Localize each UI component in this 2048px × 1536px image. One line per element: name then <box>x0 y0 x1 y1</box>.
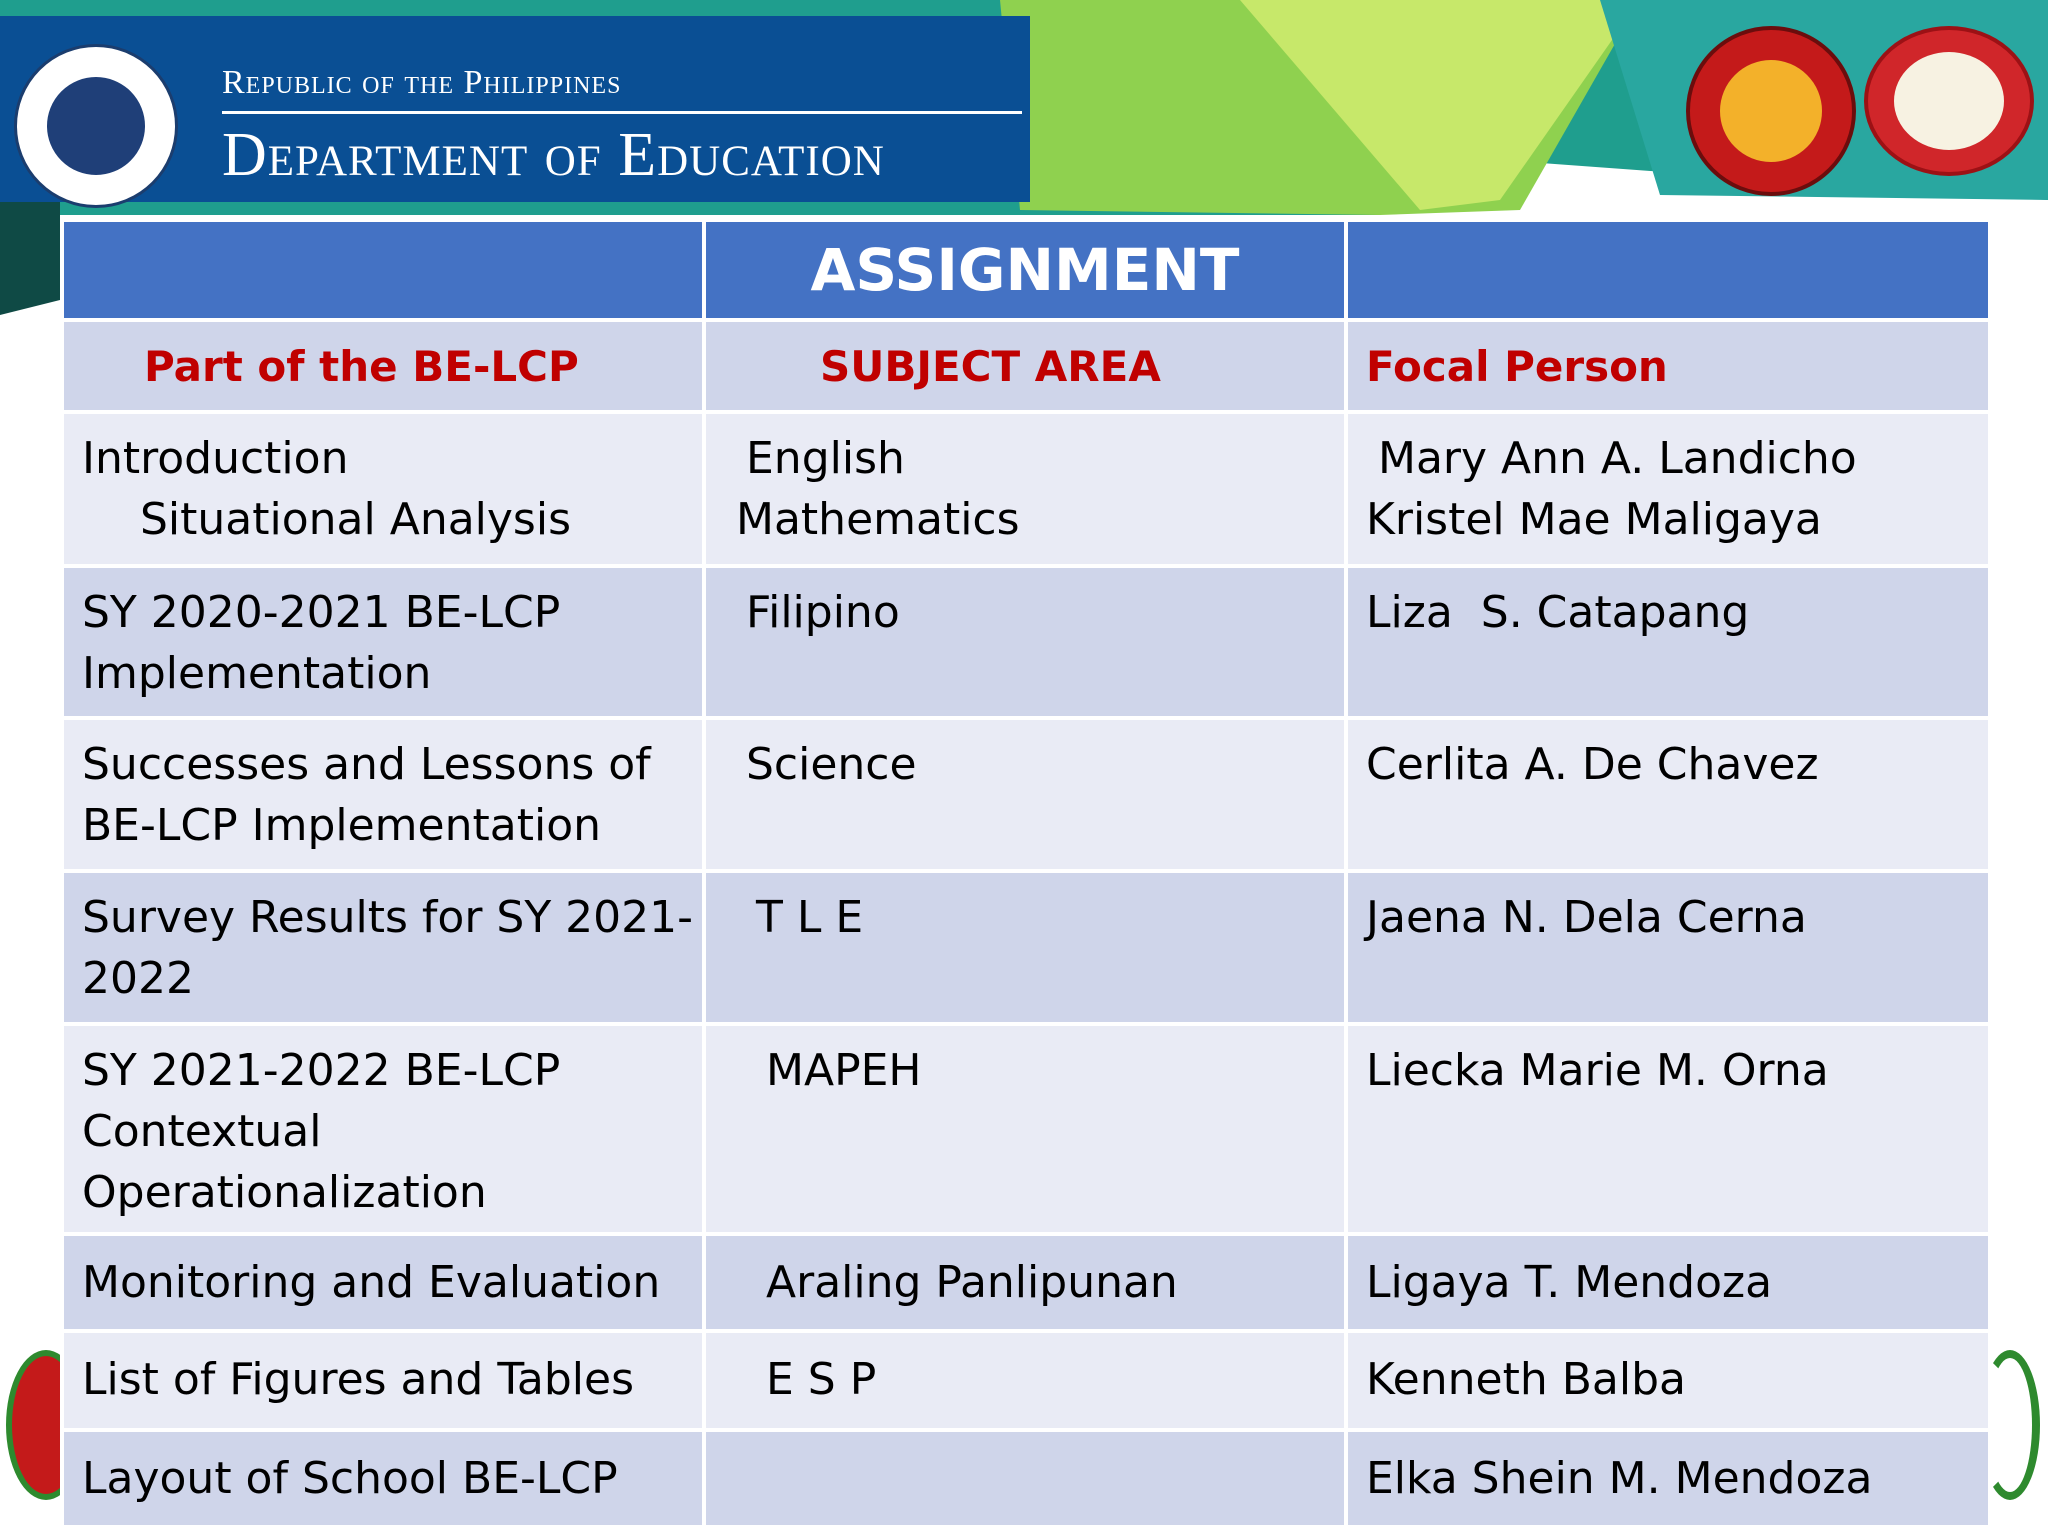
focal-text: Mary Ann A. Landicho <box>1378 433 1857 484</box>
subject-text: Araling Panlipunan <box>766 1257 1178 1308</box>
table-title: ASSIGNMENT <box>704 220 1346 320</box>
focal-text: Jaena N. Dela Cerna <box>1366 892 1807 943</box>
republic-label: Republic of the Philippines <box>222 64 622 101</box>
part-cell <box>62 1024 704 1234</box>
subject-cell <box>704 718 1346 871</box>
part-text: Introduction <box>82 433 349 484</box>
focal-cell <box>1346 1234 1990 1331</box>
table-row <box>62 871 1990 1024</box>
part-cell <box>62 412 704 566</box>
part-text: SY 2021-2022 BE-LCP <box>82 1045 561 1096</box>
column-header-part: Part of the BE-LCP <box>62 320 704 412</box>
region-seal-icon <box>1686 26 1856 196</box>
part-text: Layout of School BE-LCP <box>82 1453 618 1504</box>
part-text: Operationalization <box>82 1167 487 1218</box>
subject-cell <box>704 1234 1346 1331</box>
focal-cell <box>1346 412 1990 566</box>
part-cell <box>62 1234 704 1331</box>
title-empty-cell <box>1346 220 1990 320</box>
focal-text: Ligaya T. Mendoza <box>1366 1257 1773 1308</box>
part-text: Situational Analysis <box>140 494 571 545</box>
table-title-row <box>62 220 1990 320</box>
table-row <box>62 412 1990 566</box>
table-row <box>62 1430 1990 1527</box>
column-header-focal: Focal Person <box>1346 320 1990 412</box>
part-text: Implementation <box>82 648 432 699</box>
focal-text: Cerlita A. De Chavez <box>1366 739 1819 790</box>
subject-text: Filipino <box>746 587 900 638</box>
column-header-row <box>62 320 1990 412</box>
banner-divider <box>222 111 1022 114</box>
subject-cell <box>704 1430 1346 1527</box>
division-seal-icon <box>1864 26 2034 176</box>
part-cell <box>62 1331 704 1430</box>
table-row <box>62 1234 1990 1331</box>
subject-cell <box>704 412 1346 566</box>
subject-text: Mathematics <box>736 494 1020 545</box>
focal-cell <box>1346 1024 1990 1234</box>
part-text: 2022 <box>82 953 194 1004</box>
focal-cell <box>1346 871 1990 1024</box>
deped-seal-icon <box>14 44 178 208</box>
subject-text: T L E <box>756 892 864 943</box>
focal-text: Liza S. Catapang <box>1366 587 1750 638</box>
subject-cell <box>704 1331 1346 1430</box>
focal-cell <box>1346 718 1990 871</box>
table-row <box>62 566 1990 718</box>
deped-banner <box>0 16 1030 202</box>
focal-text: Elka Shein M. Mendoza <box>1366 1453 1873 1504</box>
focal-cell <box>1346 1430 1990 1527</box>
part-cell <box>62 566 704 718</box>
title-empty-cell <box>62 220 704 320</box>
subject-cell <box>704 871 1346 1024</box>
part-text: Successes and Lessons of <box>82 739 651 790</box>
part-cell <box>62 871 704 1024</box>
subject-text: Science <box>746 739 917 790</box>
table-row <box>62 718 1990 871</box>
subject-text: MAPEH <box>766 1045 922 1096</box>
table-row <box>62 1331 1990 1430</box>
column-header-subject: SUBJECT AREA <box>704 320 1346 412</box>
subject-text: E S P <box>766 1354 877 1405</box>
focal-text: Kenneth Balba <box>1366 1354 1686 1405</box>
part-text: SY 2020-2021 BE-LCP <box>82 587 561 638</box>
part-text: Contextual <box>82 1106 322 1157</box>
part-text: BE-LCP Implementation <box>82 800 601 851</box>
part-text: List of Figures and Tables <box>82 1354 635 1405</box>
focal-text: Liecka Marie M. Orna <box>1366 1045 1829 1096</box>
focal-text: Kristel Mae Maligaya <box>1366 494 1822 545</box>
subject-cell <box>704 566 1346 718</box>
part-cell <box>62 1430 704 1527</box>
assignment-table <box>60 218 1992 1529</box>
part-text: Survey Results for SY 2021- <box>82 892 694 943</box>
subject-cell <box>704 1024 1346 1234</box>
part-cell <box>62 718 704 871</box>
focal-cell <box>1346 566 1990 718</box>
table-row <box>62 1024 1990 1234</box>
department-label: Department of Education <box>222 121 885 189</box>
part-text: Monitoring and Evaluation <box>82 1257 661 1308</box>
focal-cell <box>1346 1331 1990 1430</box>
subject-text: English <box>746 433 905 484</box>
